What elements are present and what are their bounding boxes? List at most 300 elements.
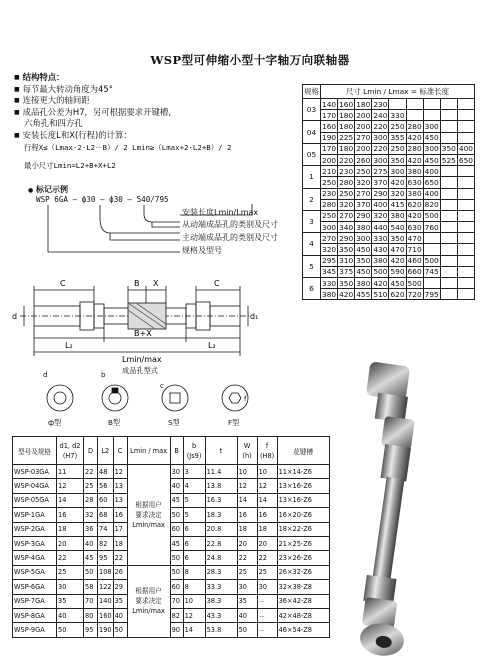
bore-type-s: S型 bbox=[168, 418, 180, 427]
value-cell: 60 bbox=[98, 493, 114, 507]
spec-length-cell: 290 bbox=[356, 211, 371, 221]
value-cell: 108 bbox=[98, 565, 114, 579]
spec-length-cell: 450 bbox=[424, 155, 439, 165]
spec-length-cell: 170 bbox=[322, 144, 337, 154]
value-cell: 40 bbox=[170, 479, 183, 493]
value-cell: 22 bbox=[237, 551, 257, 565]
coupling-product-photo bbox=[318, 362, 498, 662]
value-cell: 25 bbox=[237, 565, 257, 579]
value-cell: 18×22-Z6 bbox=[277, 522, 329, 536]
table-row bbox=[13, 536, 330, 550]
spec-length-cell: 350 bbox=[339, 245, 354, 255]
spec-length-cell: 525 bbox=[441, 155, 456, 165]
lmin-max-note-line: 根据用户 bbox=[135, 500, 162, 509]
value-cell: 36 bbox=[84, 522, 98, 536]
value-cell: 50 bbox=[170, 565, 183, 579]
value-cell: 22 bbox=[57, 551, 84, 565]
spec-length-cell: 270 bbox=[322, 233, 337, 243]
spec-length-cell: 710 bbox=[407, 245, 422, 255]
col-header: t bbox=[205, 437, 237, 465]
value-cell: 46×54-Z8 bbox=[277, 623, 329, 637]
spec-length-cell: 290 bbox=[373, 189, 388, 199]
value-cell: 56 bbox=[98, 479, 114, 493]
col-header: d1, d2 (H7) bbox=[57, 437, 84, 465]
value-cell: 80 bbox=[84, 608, 98, 622]
spec-length-cell: 320 bbox=[390, 189, 405, 199]
spec-length-cell bbox=[457, 132, 474, 143]
spec-length-cell bbox=[440, 255, 457, 266]
value-cell: 10 bbox=[183, 594, 205, 608]
dim-l2-left: L₂ bbox=[65, 341, 73, 350]
formula-min-length: 最小尺寸Lmin=L2+B+X+L2 bbox=[24, 161, 116, 171]
spec-row bbox=[303, 244, 475, 255]
value-cell: 16 bbox=[237, 508, 257, 522]
spec-size-cell: 04 bbox=[303, 121, 321, 143]
value-cell: 82 bbox=[98, 536, 114, 550]
table-row bbox=[13, 608, 330, 622]
value-cell: 32 bbox=[84, 508, 98, 522]
value-cell: 42×48-Z8 bbox=[277, 608, 329, 622]
value-cell: 25 bbox=[84, 479, 98, 493]
spec-length-cell bbox=[457, 266, 474, 277]
value-cell: 74 bbox=[98, 522, 114, 536]
model-dimension-table bbox=[12, 436, 330, 638]
value-cell: 45 bbox=[170, 493, 183, 507]
value-cell: 4 bbox=[183, 479, 205, 493]
formula-stroke: 行程X≤（Lmax·2·L2－B）/ 2 Lmin≥（Lmax+2·L2+B）/ 2 bbox=[24, 142, 232, 152]
spec-length-cell: 240 bbox=[373, 110, 388, 120]
value-cell: 13×16-Z6 bbox=[277, 479, 329, 493]
spec-length-cell: 225 bbox=[339, 133, 354, 143]
feature-item: ■ 安装长度L和X(行程)的计算： bbox=[14, 130, 304, 142]
bore-types-caption: 成品孔型式 bbox=[122, 366, 158, 375]
spec-length-cell: 400 bbox=[373, 200, 388, 210]
value-cell: 33.3 bbox=[205, 580, 237, 594]
value-cell: 12 bbox=[113, 465, 127, 479]
spec-length-cell: 540 bbox=[390, 222, 405, 232]
spec-length-cell: 230 bbox=[339, 166, 354, 176]
value-cell: 58 bbox=[84, 580, 98, 594]
spec-length-cell bbox=[423, 244, 440, 255]
spec-length-cell bbox=[440, 188, 457, 199]
value-cell: 50 bbox=[170, 551, 183, 565]
spec-length-cell: 320 bbox=[356, 177, 371, 187]
spec-length-cell: 300 bbox=[322, 222, 337, 232]
dim-c-right: C bbox=[214, 279, 220, 288]
spec-length-cell bbox=[457, 99, 474, 110]
table-row bbox=[13, 580, 330, 594]
spec-length-cell: 430 bbox=[373, 245, 388, 255]
value-cell: 29 bbox=[113, 580, 127, 594]
col-header: B bbox=[170, 437, 183, 465]
dim-b: B bbox=[134, 279, 140, 288]
spec-length-cell: 260 bbox=[356, 155, 371, 165]
spec-length-cell: 380 bbox=[373, 256, 388, 266]
spec-length-cell: 420 bbox=[390, 256, 405, 266]
spec-length-cell bbox=[457, 110, 474, 121]
spec-header-size: 规格 bbox=[303, 85, 321, 99]
col-header: D bbox=[84, 437, 98, 465]
spec-length-cell: 450 bbox=[356, 245, 371, 255]
spec-length-cell: 270 bbox=[356, 189, 371, 199]
spec-length-cell bbox=[457, 188, 474, 199]
spec-length-cell: 590 bbox=[390, 267, 405, 277]
spec-row bbox=[303, 199, 475, 210]
value-cell: 50 bbox=[84, 565, 98, 579]
spec-length-cell: 820 bbox=[424, 200, 439, 210]
spec-length-cell: 250 bbox=[356, 166, 371, 176]
spec-length-cell: 510 bbox=[373, 289, 388, 299]
dim-x: X bbox=[153, 279, 159, 288]
value-cell: 14 bbox=[237, 493, 257, 507]
spec-length-cell: 250 bbox=[390, 121, 405, 131]
value-cell: 13 bbox=[113, 493, 127, 507]
table-row bbox=[13, 594, 330, 608]
value-cell: 50 bbox=[170, 508, 183, 522]
value-cell: － bbox=[257, 623, 277, 637]
model-cell: WSP-05GA bbox=[13, 493, 57, 507]
spec-length-cell: 190 bbox=[322, 133, 337, 143]
spec-length-cell bbox=[440, 110, 457, 121]
value-cell: 18 bbox=[257, 522, 277, 536]
value-cell: 40 bbox=[84, 536, 98, 550]
spec-length-cell bbox=[440, 222, 457, 233]
value-cell: 14 bbox=[57, 493, 84, 507]
spec-length-cell: 250 bbox=[390, 144, 405, 154]
value-cell: 68 bbox=[98, 508, 114, 522]
spec-length-cell: 300 bbox=[424, 144, 439, 154]
spec-length-cell: 250 bbox=[322, 177, 337, 187]
spec-length-cell: 650 bbox=[458, 155, 473, 165]
spec-length-cell: 320 bbox=[373, 211, 388, 221]
value-cell: 26 bbox=[113, 565, 127, 579]
spec-length-cell: 400 bbox=[424, 189, 439, 199]
spec-length-cell: 460 bbox=[407, 256, 422, 266]
spec-length-cell bbox=[423, 99, 440, 110]
spec-length-cell bbox=[406, 99, 423, 110]
spec-length-cell: 450 bbox=[356, 267, 371, 277]
spec-length-cell: 745 bbox=[424, 267, 439, 277]
spec-length-cell: 350 bbox=[390, 155, 405, 165]
spec-length-cell: 500 bbox=[407, 278, 422, 288]
value-cell: 12 bbox=[237, 479, 257, 493]
spec-length-cell: 200 bbox=[356, 110, 371, 120]
spec-length-cell bbox=[389, 99, 406, 110]
bore-type-b: B型 bbox=[108, 418, 121, 427]
spec-row bbox=[303, 154, 475, 165]
lmin-max-note-line: Lmin/max bbox=[132, 520, 165, 529]
dim-c-left: C bbox=[60, 279, 66, 288]
value-cell: 50 bbox=[113, 623, 127, 637]
spec-length-cell: 420 bbox=[339, 289, 354, 299]
col-header: Lmin / max bbox=[127, 437, 170, 465]
value-cell: 20 bbox=[237, 536, 257, 550]
value-cell: 36×42-Z8 bbox=[277, 594, 329, 608]
spec-row bbox=[303, 222, 475, 233]
spec-row bbox=[303, 166, 475, 177]
table-row bbox=[13, 479, 330, 493]
spec-length-cell: 230 bbox=[373, 99, 388, 109]
main-table-header bbox=[13, 437, 330, 465]
spec-length-cell bbox=[457, 177, 474, 188]
spec-size-cell: 4 bbox=[303, 233, 321, 255]
marking-example bbox=[20, 184, 310, 274]
spec-length-cell: 795 bbox=[424, 289, 439, 299]
value-cell: 30 bbox=[257, 580, 277, 594]
table-row bbox=[13, 623, 330, 637]
spec-length-cell: 455 bbox=[356, 289, 371, 299]
value-cell: 24.8 bbox=[205, 551, 237, 565]
value-cell: 22 bbox=[84, 465, 98, 479]
spec-header-lengths: 尺寸 Lmin / Lmax = 标准长度 bbox=[321, 85, 475, 99]
spec-length-cell: 660 bbox=[407, 267, 422, 277]
col-header: C bbox=[113, 437, 127, 465]
model-cell: WSP-9GA bbox=[13, 623, 57, 637]
model-cell: WSP-4GA bbox=[13, 551, 57, 565]
table-row bbox=[13, 551, 330, 565]
spec-length-cell: 140 bbox=[322, 99, 337, 109]
spec-length-cell: 280 bbox=[407, 144, 422, 154]
value-cell: 22.8 bbox=[205, 536, 237, 550]
spec-length-cell: 280 bbox=[322, 200, 337, 210]
value-cell: 40 bbox=[57, 608, 84, 622]
spec-row bbox=[303, 121, 475, 132]
value-cell: 60 bbox=[170, 580, 183, 594]
spec-row bbox=[303, 210, 475, 221]
spec-length-cell: 500 bbox=[373, 267, 388, 277]
model-cell: WSP-03GA bbox=[13, 465, 57, 479]
value-cell: 28 bbox=[84, 493, 98, 507]
value-cell: 18 bbox=[57, 522, 84, 536]
col-header: f (H8) bbox=[257, 437, 277, 465]
value-cell: 90 bbox=[170, 623, 183, 637]
value-cell: 8 bbox=[183, 580, 205, 594]
spec-length-cell: 210 bbox=[322, 166, 337, 176]
value-cell: 26×32-Z6 bbox=[277, 565, 329, 579]
value-cell: 23×26-Z6 bbox=[277, 551, 329, 565]
lmin-max-note-line: 根据用户 bbox=[135, 587, 162, 596]
spec-length-cell: 275 bbox=[373, 166, 388, 176]
spec-length-cell: 230 bbox=[322, 189, 337, 199]
bore-type-f: F型 bbox=[228, 418, 240, 427]
spec-length-cell bbox=[440, 177, 457, 188]
label-model-size: 规格及型号 bbox=[182, 246, 222, 255]
label-install-length: 安装长度Lmin/Lmax bbox=[182, 208, 259, 217]
spec-length-cell bbox=[440, 266, 457, 277]
spec-row bbox=[303, 143, 475, 154]
value-cell: 95 bbox=[84, 623, 98, 637]
value-cell: 140 bbox=[98, 594, 114, 608]
spec-length-cell: 420 bbox=[407, 155, 422, 165]
model-cell: WSP-8GA bbox=[13, 608, 57, 622]
value-cell: 22 bbox=[257, 551, 277, 565]
value-cell: 18.3 bbox=[205, 508, 237, 522]
model-cell: WSP-7GA bbox=[13, 594, 57, 608]
value-cell: 11×14-Z6 bbox=[277, 465, 329, 479]
standard-length-table bbox=[302, 84, 475, 300]
spec-length-cell: 450 bbox=[390, 278, 405, 288]
spec-length-cell: 300 bbox=[373, 133, 388, 143]
value-cell: 95 bbox=[98, 551, 114, 565]
spec-size-cell: 3 bbox=[303, 210, 321, 232]
spec-length-cell: 420 bbox=[373, 278, 388, 288]
model-cell: WSP-2GA bbox=[13, 522, 57, 536]
value-cell: 3 bbox=[183, 465, 205, 479]
value-cell: 60 bbox=[170, 522, 183, 536]
spec-length-cell bbox=[440, 99, 457, 110]
dim-lmin-max: Lmin/max bbox=[122, 355, 162, 364]
table-row bbox=[13, 465, 330, 479]
col-header: 型号及规格 bbox=[13, 437, 57, 465]
value-cell: 70 bbox=[84, 594, 98, 608]
spec-length-cell bbox=[457, 233, 474, 244]
spec-length-cell bbox=[440, 132, 457, 143]
value-cell: 16 bbox=[113, 508, 127, 522]
value-cell: 122 bbox=[98, 580, 114, 594]
value-cell: 30 bbox=[237, 580, 257, 594]
value-cell: 30 bbox=[57, 580, 84, 594]
spec-length-cell: 340 bbox=[339, 222, 354, 232]
value-cell: 50 bbox=[237, 623, 257, 637]
spec-length-cell: 320 bbox=[339, 200, 354, 210]
model-cell: WSP-6GA bbox=[13, 580, 57, 594]
spec-length-cell: 400 bbox=[424, 166, 439, 176]
spec-length-cell bbox=[440, 199, 457, 210]
spec-length-cell: 280 bbox=[339, 177, 354, 187]
table-row bbox=[13, 522, 330, 536]
spec-length-cell: 415 bbox=[390, 200, 405, 210]
value-cell: － bbox=[257, 594, 277, 608]
spec-length-cell bbox=[440, 210, 457, 221]
lmin-max-note bbox=[127, 565, 170, 637]
dim-d1: d₁ bbox=[250, 312, 259, 321]
col-header: L2 bbox=[98, 437, 114, 465]
spec-length-cell: 630 bbox=[407, 177, 422, 187]
spec-length-cell bbox=[406, 110, 423, 121]
col-header: W (h) bbox=[237, 437, 257, 465]
example-heading: ● 标记示例 bbox=[28, 185, 69, 194]
spec-length-cell: 170 bbox=[322, 110, 337, 120]
spec-length-cell bbox=[457, 199, 474, 210]
value-cell: 5 bbox=[183, 493, 205, 507]
spec-length-cell: 290 bbox=[339, 233, 354, 243]
bore-letter: d bbox=[43, 370, 48, 379]
value-cell: 20 bbox=[57, 536, 84, 550]
value-cell: 5 bbox=[183, 508, 205, 522]
spec-length-cell bbox=[440, 166, 457, 177]
spec-row bbox=[303, 177, 475, 188]
value-cell: 11 bbox=[57, 465, 84, 479]
spec-length-cell bbox=[457, 166, 474, 177]
spec-length-cell: 420 bbox=[390, 177, 405, 187]
spec-length-cell: 420 bbox=[407, 211, 422, 221]
feature-item: ■ 成品孔公差为H7，另可根据要求开键槽， bbox=[14, 107, 304, 119]
spec-length-cell: 350 bbox=[390, 233, 405, 243]
spec-length-cell bbox=[440, 278, 457, 289]
value-cell: 13×16-Z6 bbox=[277, 493, 329, 507]
spec-length-cell: 330 bbox=[373, 233, 388, 243]
table-row bbox=[13, 493, 330, 507]
value-cell: 18 bbox=[113, 536, 127, 550]
spec-length-cell: 220 bbox=[339, 155, 354, 165]
spec-length-cell: 180 bbox=[339, 110, 354, 120]
spec-length-cell bbox=[423, 278, 440, 289]
spec-length-cell: 200 bbox=[356, 121, 371, 131]
dim-b-plus-x: B+X bbox=[134, 329, 152, 338]
col-header: 花键槽 bbox=[277, 437, 329, 465]
spec-length-cell: 250 bbox=[322, 211, 337, 221]
value-cell: 160 bbox=[98, 608, 114, 622]
structure-features bbox=[14, 72, 304, 172]
spec-length-cell: 620 bbox=[390, 289, 405, 299]
bore-letter: b bbox=[101, 370, 106, 379]
spec-row bbox=[303, 132, 475, 143]
table-row bbox=[13, 565, 330, 579]
features-heading: ■ 结构特点： bbox=[14, 72, 304, 84]
spec-row bbox=[303, 233, 475, 244]
table-row bbox=[13, 508, 330, 522]
label-driven-bore: 从动端成品孔的类别及尺寸 bbox=[182, 220, 278, 229]
spec-length-cell bbox=[457, 255, 474, 266]
value-cell: 35 bbox=[237, 594, 257, 608]
spec-length-cell: 330 bbox=[322, 278, 337, 288]
value-cell: 25 bbox=[257, 565, 277, 579]
spec-length-cell: 720 bbox=[407, 289, 422, 299]
spec-length-cell: 470 bbox=[390, 245, 405, 255]
value-cell: 20 bbox=[257, 536, 277, 550]
spec-length-cell: 380 bbox=[356, 222, 371, 232]
spec-length-cell: 310 bbox=[339, 256, 354, 266]
value-cell: 35 bbox=[113, 594, 127, 608]
spec-length-cell bbox=[457, 278, 474, 289]
spec-size-cell: 1 bbox=[303, 166, 321, 188]
value-cell: 45 bbox=[84, 551, 98, 565]
spec-row bbox=[303, 110, 475, 121]
value-cell: 190 bbox=[98, 623, 114, 637]
spec-length-cell bbox=[457, 289, 474, 300]
spec-length-cell bbox=[423, 110, 440, 121]
model-cell: WSP-04GA bbox=[13, 479, 57, 493]
value-cell: 6 bbox=[183, 522, 205, 536]
spec-length-cell: 350 bbox=[356, 256, 371, 266]
value-cell: 53.8 bbox=[205, 623, 237, 637]
lmin-max-note-line: 要求决定 bbox=[135, 510, 162, 519]
value-cell: 14 bbox=[183, 623, 205, 637]
spec-row bbox=[303, 188, 475, 199]
spec-length-cell: 160 bbox=[322, 121, 337, 131]
value-cell: 6 bbox=[183, 536, 205, 550]
spec-length-cell: 300 bbox=[390, 166, 405, 176]
spec-size-cell: 6 bbox=[303, 278, 321, 300]
dim-d: d bbox=[12, 312, 18, 321]
example-code: WSP 6GA — ф30 — ф30 — 540/795 bbox=[36, 195, 169, 204]
spec-row bbox=[303, 278, 475, 289]
spec-size-cell: 05 bbox=[303, 143, 321, 165]
spec-length-cell: 355 bbox=[390, 133, 405, 143]
spec-length-cell: 250 bbox=[339, 189, 354, 199]
spec-length-cell bbox=[457, 210, 474, 221]
spec-row bbox=[303, 99, 475, 110]
lmin-max-note-line: 要求决定 bbox=[135, 597, 162, 606]
spec-length-cell: 200 bbox=[322, 155, 337, 165]
spec-length-cell: 620 bbox=[407, 200, 422, 210]
value-cell: 32×38-Z8 bbox=[277, 580, 329, 594]
model-cell: WSP-3GA bbox=[13, 536, 57, 550]
spec-length-cell bbox=[440, 244, 457, 255]
col-header: b (Js9) bbox=[183, 437, 205, 465]
model-cell: WSP-5GA bbox=[13, 565, 57, 579]
spec-length-cell: 350 bbox=[339, 278, 354, 288]
